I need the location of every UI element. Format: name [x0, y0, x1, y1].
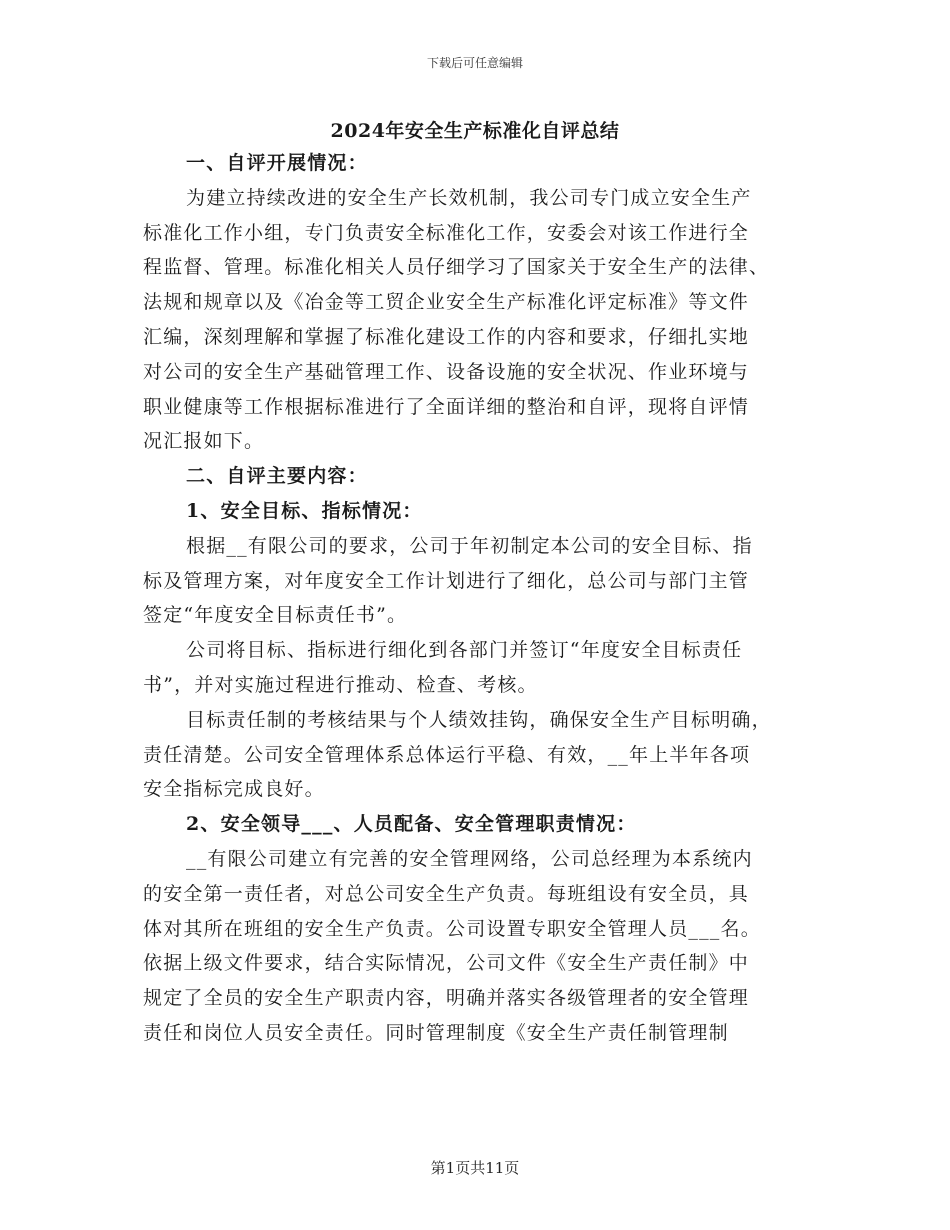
document-body — [143, 146, 813, 1051]
paragraph — [143, 633, 813, 703]
paragraph-line: 体对其所在班组的安全生产负责。公司设置专职安全管理人员___名。 — [143, 917, 761, 940]
paragraph-line: 对公司的安全生产基础管理工作、设备设施的安全状况、作业环境与 — [143, 360, 750, 383]
paragraph — [143, 703, 813, 807]
paragraph-line: 况汇报如下。 — [143, 430, 265, 453]
paragraph-line: 标及管理方案，对年度安全工作计划进行了细化，总公司与部门主管 — [143, 569, 750, 592]
paragraph-line: 规定了全员的安全生产职责内容，明确并落实各级管理者的安全管理 — [143, 987, 750, 1010]
paragraph-line: 依据上级文件要求，结合实际情况，公司文件《安全生产责任制》中 — [143, 952, 750, 975]
section-heading: 一、自评开展情况： — [186, 152, 368, 174]
paragraph-line: 的安全第一责任者，对总公司安全生产负责。每班组设有安全员，具 — [143, 882, 750, 905]
paragraph-line: 书”，并对实施过程进行推动、检查、考核。 — [143, 673, 538, 696]
paragraph-line: 签定“年度安全目标责任书”。 — [143, 604, 408, 627]
section-heading: 二、自评主要内容： — [186, 465, 368, 488]
paragraph-line: 程监督、管理。标准化相关人员仔细学习了国家关于安全生产的法律、 — [143, 256, 770, 279]
paragraph-line: 标准化工作小组，专门负责安全标准化工作，安委会对该工作进行全 — [143, 221, 750, 244]
paragraph-line: 根据__有限公司的要求，公司于年初制定本公司的安全目标、指 — [186, 534, 753, 557]
paragraph-line: 责任清楚。公司安全管理体系总体运行平稳、有效，__年上半年各项 — [143, 743, 751, 766]
paragraph-line: 责任和岗位人员安全责任。同时管理制度《安全生产责任制管理制 — [143, 1021, 729, 1044]
paragraph — [143, 842, 813, 1051]
document-title: 2024年安全生产标准化自评总结 — [330, 120, 620, 142]
paragraph-line: 职业健康等工作根据标准进行了全面详细的整治和自评，现将自评情 — [143, 395, 750, 418]
subsection-heading: 2、安全领导___、人员配备、安全管理职责情况： — [186, 813, 637, 836]
page-number-footer: 第1页共11页 — [430, 1159, 520, 1177]
header-note: 下载后可任意编辑 — [426, 56, 523, 70]
subsection-heading: 1、安全目标、指标情况： — [186, 499, 423, 522]
paragraph — [143, 529, 813, 633]
paragraph-line: 为建立持续改进的安全生产长效机制，我公司专门成立安全生产 — [186, 186, 752, 209]
paragraph-line: 目标责任制的考核结果与个人绩效挂钩，确保安全生产目标明确， — [186, 708, 772, 731]
paragraph-line: 汇编，深刻理解和掌握了标准化建设工作的内容和要求，仔细扎实地 — [143, 325, 750, 348]
paragraph-line: 公司将目标、指标进行细化到各部门并签订“年度安全目标责任 — [186, 639, 743, 662]
paragraph-line: __有限公司建立有完善的安全管理网络，公司总经理为本系统内 — [186, 847, 753, 870]
paragraph — [143, 181, 813, 459]
paragraph-line: 安全指标完成良好。 — [143, 778, 325, 801]
paragraph-line: 法规和规章以及《冶金等工贸企业安全生产标准化评定标准》等文件 — [143, 291, 750, 314]
